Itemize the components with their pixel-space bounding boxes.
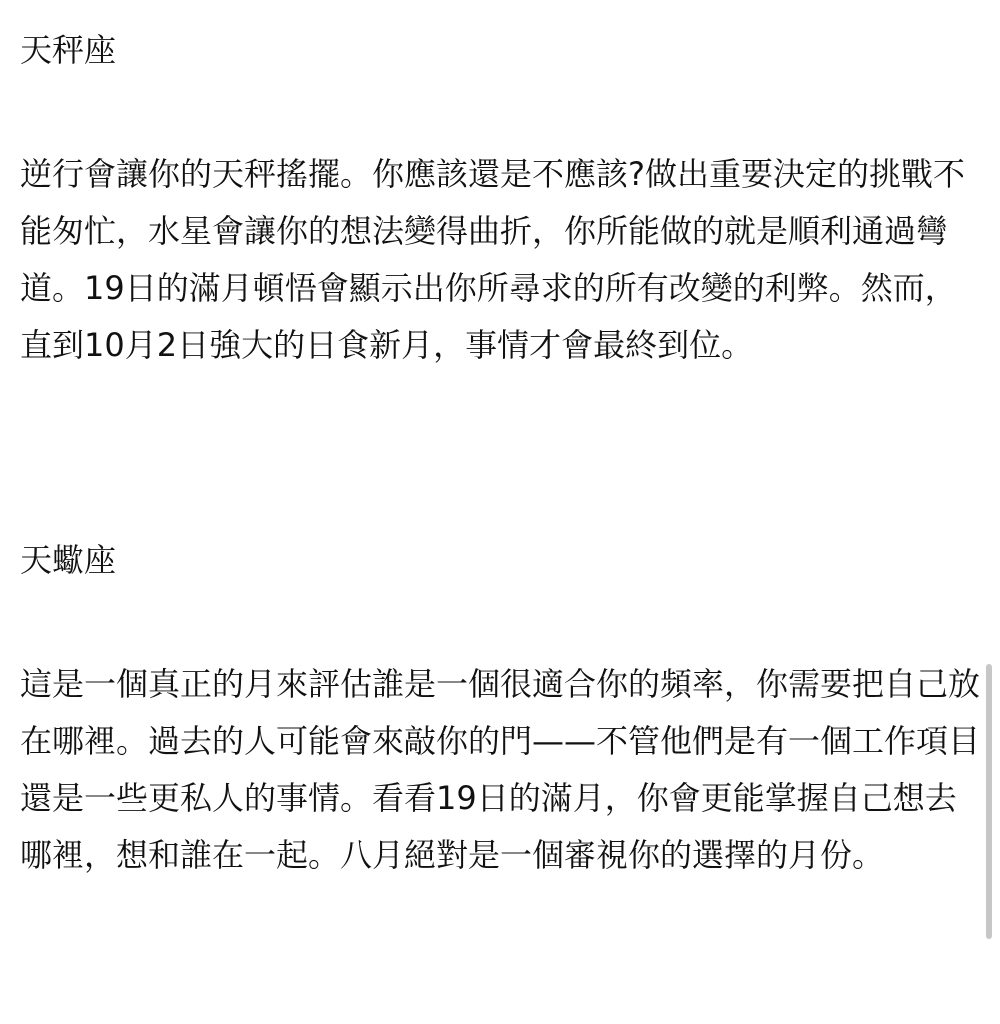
section-body-libra: 逆行會讓你的天秤搖擺。你應該還是不應該?做出重要決定的挑戰不能匆忙，水星會讓你的想法變得曲折，你所能做的就是順利通過彎道。19日的滿月頓悟會顯示出你所尋求的所有改變的利弊。然而，直到10月2日強大的日食新月，事情才會最終到位。 [20,155,965,364]
section-heading-libra: 天秤座 [20,31,117,69]
vertical-scrollbar-thumb[interactable] [986,664,992,939]
article-content [20,24,985,884]
section-heading-scorpio: 天蠍座 [20,541,117,579]
section-body-scorpio: 這是一個真正的月來評估誰是一個很適合你的頻率，你需要把自己放在哪裡。過去的人可能會來敲你的門——不管他們是有一個工作項目還是一些更私人的事情。看看19日的滿月，你會更能掌握自己想去哪裡，想和誰在一起。八月絕對是一個審視你的選擇的月份。 [20,665,981,874]
